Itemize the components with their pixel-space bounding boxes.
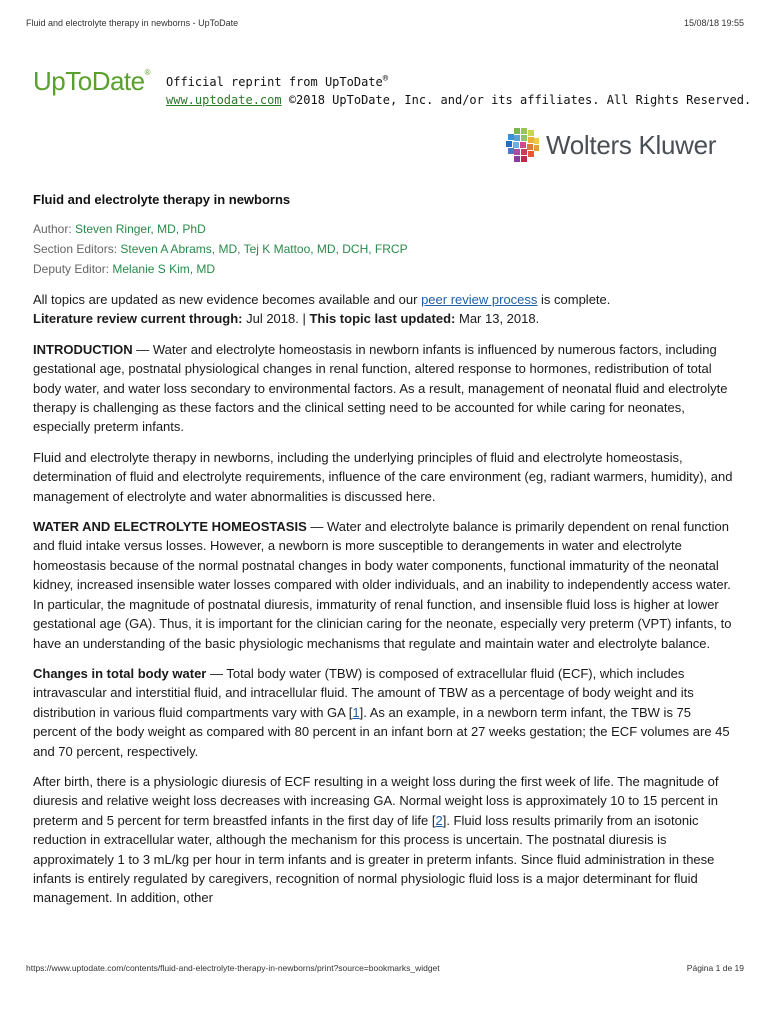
homeostasis-paragraph [33, 517, 733, 653]
diuresis-text-b: ]. Fluid loss results primarily from an isotonic reduction in extracellular water, although the mechanism for this process is uncertain. The postnatal diuresis is approximately 1 to 3 mL/kg per hour in term infants and is greater in preterm infants. Since fluid administration in these infants is entirely regulated by caregivers, recognition of normal physiologic fluid loss is a major determinant for fluid management. In addition, other [33, 812, 715, 906]
update-text-end: is complete. [537, 292, 611, 307]
article-meta: Author: Steven Ringer, MD, PhD Section Editors: Steven A Abrams, MD, Tej K Mattoo, MD, DCH, FRCP Deputy Editor: Melanie S Kim, MD [33, 222, 408, 276]
reprint-line1: Official reprint from UpToDate [166, 75, 383, 89]
copyright-text: ©2018 UpToDate, Inc. and/or its affiliates. All Rights Reserved. [281, 93, 752, 107]
diuresis-paragraph [33, 772, 733, 908]
reference-link-1[interactable]: 1 [352, 704, 360, 720]
wolters-kluwer-logo-icon [506, 128, 540, 162]
article-title: Fluid and electrolyte therapy in newborns [33, 192, 291, 207]
registered-mark: ® [144, 68, 151, 77]
tbw-text-b: ]. As an example, in a newborn term infant, the TBW is 75 percent of the body weight as compared with 80 percent in an infant born at 27 weeks gestation; the ECF volumes are 45 and 70 percent, respectively. [33, 704, 730, 759]
update-notice [33, 290, 733, 329]
print-header-title: Fluid and electrolyte therapy in newborns - UpToDate [26, 18, 239, 28]
print-footer-url: https://www.uptodate.com/contents/fluid-and-electrolyte-therapy-in-newborns/print?source=bookmarks_widget [26, 963, 440, 973]
uptodate-logo[interactable] [33, 66, 150, 97]
peer-review-link[interactable]: peer review process [421, 292, 538, 307]
homeostasis-heading: WATER AND ELECTROLYTE HOMEOSTASIS [33, 519, 307, 535]
scope-paragraph: Fluid and electrolyte therapy in newborns, including the underlying principles of fluid and electrolyte homeostasis, determination of fluid and electrolyte requirements, influence of the care environment (eg, radiant warmers, humidity), and management of electrolyte and water abnormalities is discussed here. [33, 449, 733, 504]
wolters-kluwer-brand [506, 127, 716, 163]
section-editor-link-1[interactable]: Steven A Abrams, MD [120, 242, 238, 256]
tbw-paragraph [33, 664, 733, 761]
author-link[interactable]: Steven Ringer, MD, PhD [75, 222, 206, 236]
intro-text: — Water and electrolyte homeostasis in newborn infants is influenced by numerous factors, including gestational age, postnatal physiological changes in renal function, altered response to hormones, redistribution of total body water, and water loss secondary to environmental factors. As a result, management of neonatal fluid and electrolyte therapy is challenging as these factors and the clinical setting need to be accounted for while caring for neonates, especially preterm infants. [33, 341, 728, 435]
print-header [26, 18, 744, 32]
reference-link-2[interactable]: 2 [435, 812, 443, 828]
wolters-kluwer-name: Wolters Kluwer [546, 129, 717, 160]
tbw-heading: Changes in total body water [33, 665, 207, 681]
lit-review-label: Literature review current through: [33, 311, 243, 327]
diuresis-text-a: After birth, there is a physiologic diuresis of ECF resulting in a weight loss during the first week of life. The magnitude of diuresis and relative weight loss decreases with increasing GA. Normal weight loss is approximately 10 to 15 percent in preterm and 5 percent for term breastfed infants in the first day of life [ [33, 773, 719, 828]
last-updated-label: This topic last updated: [309, 311, 456, 327]
reprint-notice [166, 70, 751, 109]
update-text: All topics are updated as new evidence becomes available and our [33, 292, 422, 307]
uptodate-link[interactable]: www.uptodate.com [166, 93, 282, 107]
print-header-datetime: 15/08/18 19:55 [683, 18, 744, 28]
homeostasis-text: — Water and electrolyte balance is primarily dependent on renal function and fluid intake versus losses. However, a newborn is more susceptible to derangements in water and electrolyte homeostasis because of the normal postnatal changes in body water components, functional immaturity of the neonatal kidney, increased insensible water losses compared with older individuals, and an inability to independently access water. In particular, the magnitude of postnatal diuresis, immaturity of renal function, and insensible fluid loss is higher at lower gestational age (GA). Thus, it is important for the clinician caring for the neonate, especially very preterm (VPT) infants, to have an understanding of the basic physiologic mechanisms that regulate and maintain water and electrolyte balance. [33, 519, 732, 651]
print-footer [26, 963, 744, 977]
intro-paragraph [33, 340, 733, 437]
reprint-registered-mark: ® [382, 74, 389, 84]
print-footer-page: Página 1 de 19 [686, 963, 744, 973]
lit-review-value: Jul 2018. | [242, 311, 310, 327]
article [33, 192, 733, 908]
author-label: Author: [33, 222, 72, 236]
section-editors-label: Section Editors: [33, 242, 118, 256]
intro-heading: INTRODUCTION [33, 341, 133, 357]
uptodate-logo-text: UpToDate [33, 66, 145, 96]
deputy-editor-label: Deputy Editor: [33, 262, 110, 276]
section-editor-link-2[interactable]: Tej K Mattoo, MD, DCH, FRCP [243, 242, 408, 256]
last-updated-value: Mar 13, 2018. [455, 311, 540, 327]
deputy-editor-link[interactable]: Melanie S Kim, MD [112, 262, 216, 276]
tbw-text-a: — Total body water (TBW) is composed of extracellular fluid (ECF), which includes intravascular and interstitial fluid, and intracellular fluid. The amount of TBW as a percentage of body weight and its distribution in various fluid compartments vary with GA [ [33, 665, 694, 720]
